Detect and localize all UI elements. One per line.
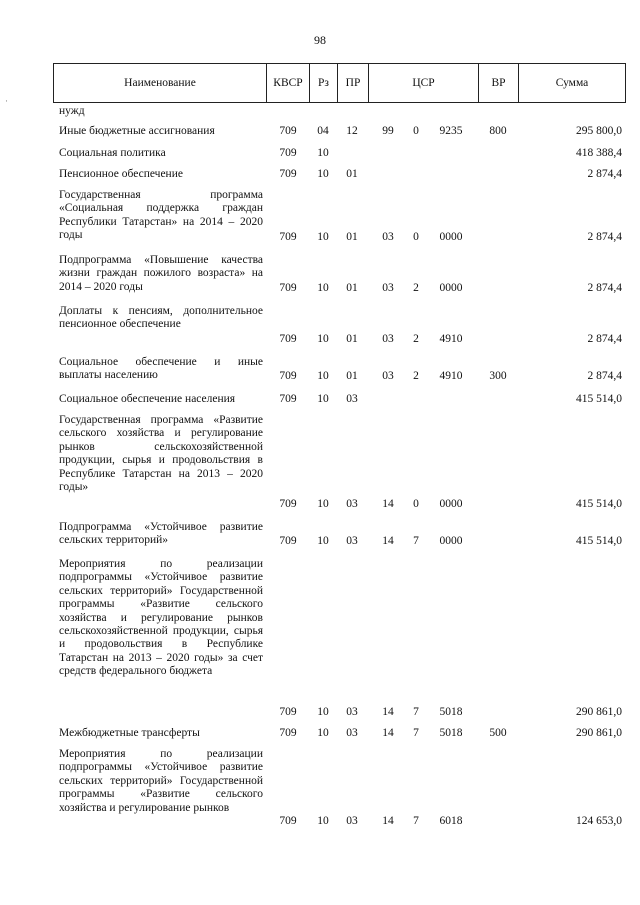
row-csr-direction: 0000 <box>439 282 463 294</box>
table-row <box>53 558 626 721</box>
row-pr: 01 <box>346 333 358 345</box>
row-sum: 2 874,4 <box>587 231 622 243</box>
row-csr-subprogram: 7 <box>413 727 419 739</box>
row-sum: 2 874,4 <box>587 282 622 294</box>
row-vr: 300 <box>489 370 507 382</box>
row-csr-subprogram: 0 <box>413 498 419 510</box>
table-row <box>53 125 626 139</box>
header-csr: ЦСР <box>369 64 479 102</box>
row-csr-direction: 5018 <box>439 706 463 718</box>
row-kvsr: 709 <box>279 168 297 180</box>
row-kvsr: 709 <box>279 231 297 243</box>
row-pr: 03 <box>346 727 358 739</box>
row-csr-program: 03 <box>382 231 394 243</box>
row-csr-direction: 6018 <box>439 815 463 827</box>
table-row <box>53 356 626 384</box>
row-rz: 10 <box>317 498 329 510</box>
row-csr-program: 14 <box>382 706 394 718</box>
header-kvsr: КВСР <box>267 64 310 102</box>
row-sum: 415 514,0 <box>576 535 622 547</box>
row-sum: 2 874,4 <box>587 333 622 345</box>
row-sum: 290 861,0 <box>576 706 622 718</box>
row-csr-subprogram: 0 <box>413 231 419 243</box>
table-row <box>53 168 626 182</box>
table-row <box>53 254 626 296</box>
row-csr-subprogram: 7 <box>413 706 419 718</box>
row-rz: 10 <box>317 147 329 159</box>
row-kvsr: 709 <box>279 282 297 294</box>
row-name: Межбюджетные трансферты <box>59 727 200 739</box>
page-number: 98 <box>314 33 326 47</box>
table-row <box>53 305 626 347</box>
row-csr-subprogram: 7 <box>413 815 419 827</box>
row-name: Социальная политика <box>59 147 166 159</box>
row-csr-subprogram: 7 <box>413 535 419 547</box>
header-pr: ПР <box>338 64 369 102</box>
row-name: нужд <box>59 105 85 117</box>
table-row <box>53 393 626 407</box>
row-csr-direction: 0000 <box>439 535 463 547</box>
row-rz: 10 <box>317 706 329 718</box>
row-sum: 290 861,0 <box>576 727 622 739</box>
row-csr-direction: 9235 <box>439 125 463 137</box>
row-name: Социальное обеспечение и иные выплаты населению <box>59 356 263 382</box>
row-name: Государственная программа «Социальная поддержка граждан Республики Татарстан» на 2014 – 2020 годы <box>59 189 263 242</box>
row-rz: 10 <box>317 333 329 345</box>
row-kvsr: 709 <box>279 815 297 827</box>
header-rz: Рз <box>310 64 338 102</box>
row-name: Подпрограмма «Повышение качества жизни граждан пожилого возраста» на 2014 – 2020 годы <box>59 254 263 293</box>
row-vr: 800 <box>489 125 507 137</box>
row-kvsr: 709 <box>279 333 297 345</box>
row-name: Подпрограмма «Устойчивое развитие сельских территорий» <box>59 521 263 547</box>
row-rz: 10 <box>317 370 329 382</box>
margin-mark: · <box>5 96 8 106</box>
row-csr-subprogram: 2 <box>413 370 419 382</box>
row-csr-direction: 0000 <box>439 231 463 243</box>
row-sum: 415 514,0 <box>576 393 622 405</box>
row-name: Доплаты к пенсиям, дополнительное пенсионное обеспечение <box>59 305 263 331</box>
header-vr: ВР <box>479 64 519 102</box>
row-pr: 01 <box>346 231 358 243</box>
row-name: Иные бюджетные ассигнования <box>59 125 215 137</box>
row-csr-direction: 4910 <box>439 333 463 345</box>
row-csr-program: 03 <box>382 282 394 294</box>
table-row <box>53 521 626 549</box>
row-kvsr: 709 <box>279 125 297 137</box>
row-rz: 10 <box>317 535 329 547</box>
row-csr-direction: 0000 <box>439 498 463 510</box>
row-name: Мероприятия по реализации подпрограммы «Устойчивое развитие сельских территорий» Государственной программы «Развитие сельского хозяйства и регулирование рынков <box>59 748 263 814</box>
row-csr-program: 14 <box>382 498 394 510</box>
row-pr: 03 <box>346 498 358 510</box>
row-csr-direction: 4910 <box>439 370 463 382</box>
row-name: Государственная программа «Развитие сельского хозяйства и регулирование рынков сельскохозяйственной продукции, сырья и продовольствия в Республике Татарстан на 2013 – 2020 годы» <box>59 414 263 494</box>
row-csr-program: 03 <box>382 333 394 345</box>
row-sum: 124 653,0 <box>576 815 622 827</box>
table-row <box>53 727 626 741</box>
row-rz: 10 <box>317 282 329 294</box>
row-kvsr: 709 <box>279 147 297 159</box>
row-csr-program: 14 <box>382 727 394 739</box>
row-kvsr: 709 <box>279 535 297 547</box>
row-pr: 03 <box>346 535 358 547</box>
row-pr: 03 <box>346 393 358 405</box>
header-sum: Сумма <box>555 77 589 89</box>
table-header <box>53 63 626 103</box>
table-row <box>53 105 626 119</box>
header-name: Наименование <box>54 64 267 102</box>
row-sum: 2 874,4 <box>587 370 622 382</box>
table-row <box>53 189 626 245</box>
table-row <box>53 414 626 512</box>
row-kvsr: 709 <box>279 370 297 382</box>
row-rz: 10 <box>317 393 329 405</box>
row-csr-program: 14 <box>382 815 394 827</box>
row-rz: 04 <box>317 125 329 137</box>
row-kvsr: 709 <box>279 727 297 739</box>
row-csr-program: 99 <box>382 125 394 137</box>
row-kvsr: 709 <box>279 706 297 718</box>
row-csr-subprogram: 0 <box>413 125 419 137</box>
row-pr: 01 <box>346 168 358 180</box>
row-rz: 10 <box>317 168 329 180</box>
row-sum: 2 874,4 <box>587 168 622 180</box>
row-pr: 12 <box>346 125 358 137</box>
row-pr: 03 <box>346 706 358 718</box>
row-csr-program: 03 <box>382 370 394 382</box>
row-sum: 418 388,4 <box>576 147 622 159</box>
row-csr-subprogram: 2 <box>413 282 419 294</box>
table-row <box>53 748 626 832</box>
table-row <box>53 147 626 161</box>
row-sum: 295 800,0 <box>576 125 622 137</box>
row-name: Пенсионное обеспечение <box>59 168 183 180</box>
row-csr-program: 14 <box>382 535 394 547</box>
row-rz: 10 <box>317 231 329 243</box>
row-name: Мероприятия по реализации подпрограммы «Устойчивое развитие сельских территорий» Государственной программы «Развитие сельского хозяйства и регулирование рынков сельскохозяйственной продукции, сырья и продовольствия в Республике Татарстан на 2013 – 2020 годы» за счет средств федерального бюджета <box>59 558 263 678</box>
row-kvsr: 709 <box>279 498 297 510</box>
row-rz: 10 <box>317 727 329 739</box>
row-pr: 01 <box>346 370 358 382</box>
row-name: Социальное обеспечение населения <box>59 393 236 405</box>
row-csr-subprogram: 2 <box>413 333 419 345</box>
row-pr: 01 <box>346 282 358 294</box>
row-pr: 03 <box>346 815 358 827</box>
row-rz: 10 <box>317 815 329 827</box>
row-kvsr: 709 <box>279 393 297 405</box>
row-csr-direction: 5018 <box>439 727 463 739</box>
row-sum: 415 514,0 <box>576 498 622 510</box>
row-vr: 500 <box>489 727 507 739</box>
